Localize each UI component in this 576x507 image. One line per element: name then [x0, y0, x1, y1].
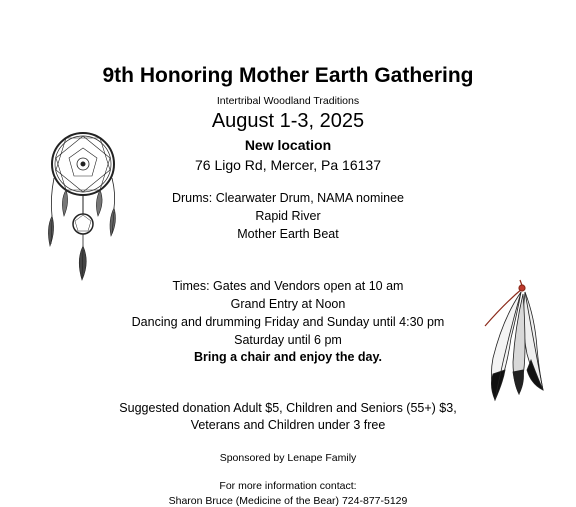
event-dates: August 1-3, 2025 [211, 110, 365, 132]
donation-line: Veterans and Children under 3 free [190, 418, 386, 432]
event-subtitle: Intertribal Woodland Traditions [216, 95, 360, 107]
contact-label: For more information contact: [219, 480, 357, 492]
new-location-label: New location [244, 137, 332, 153]
event-address: 76 Ligo Rd, Mercer, Pa 16137 [194, 157, 381, 173]
times-line: Dancing and drumming Friday and Sunday until 4:30 pm [131, 315, 445, 329]
drum-name: Mother Earth Beat [237, 227, 339, 241]
drum-name: Rapid River [255, 209, 321, 223]
dreamcatcher-illustration [38, 128, 128, 283]
event-title: 9th Honoring Mother Earth Gathering [102, 64, 474, 87]
times-line: Grand Entry at Noon [230, 297, 346, 311]
donation-line: Suggested donation Adult $5, Children and Seniors (55+) $3, [119, 401, 457, 415]
times-line: Saturday until 6 pm [234, 333, 342, 347]
feathers-illustration [475, 278, 550, 403]
sponsor-line: Sponsored by Lenape Family [219, 452, 357, 464]
drums-line: Drums: Clearwater Drum, NAMA nominee [171, 191, 404, 205]
times-line: Times: Gates and Vendors open at 10 am [172, 279, 404, 293]
bring-chair-note: Bring a chair and enjoy the day. [193, 350, 382, 364]
contact-info: Sharon Bruce (Medicine of the Bear) 724-877-5129 [168, 495, 408, 507]
